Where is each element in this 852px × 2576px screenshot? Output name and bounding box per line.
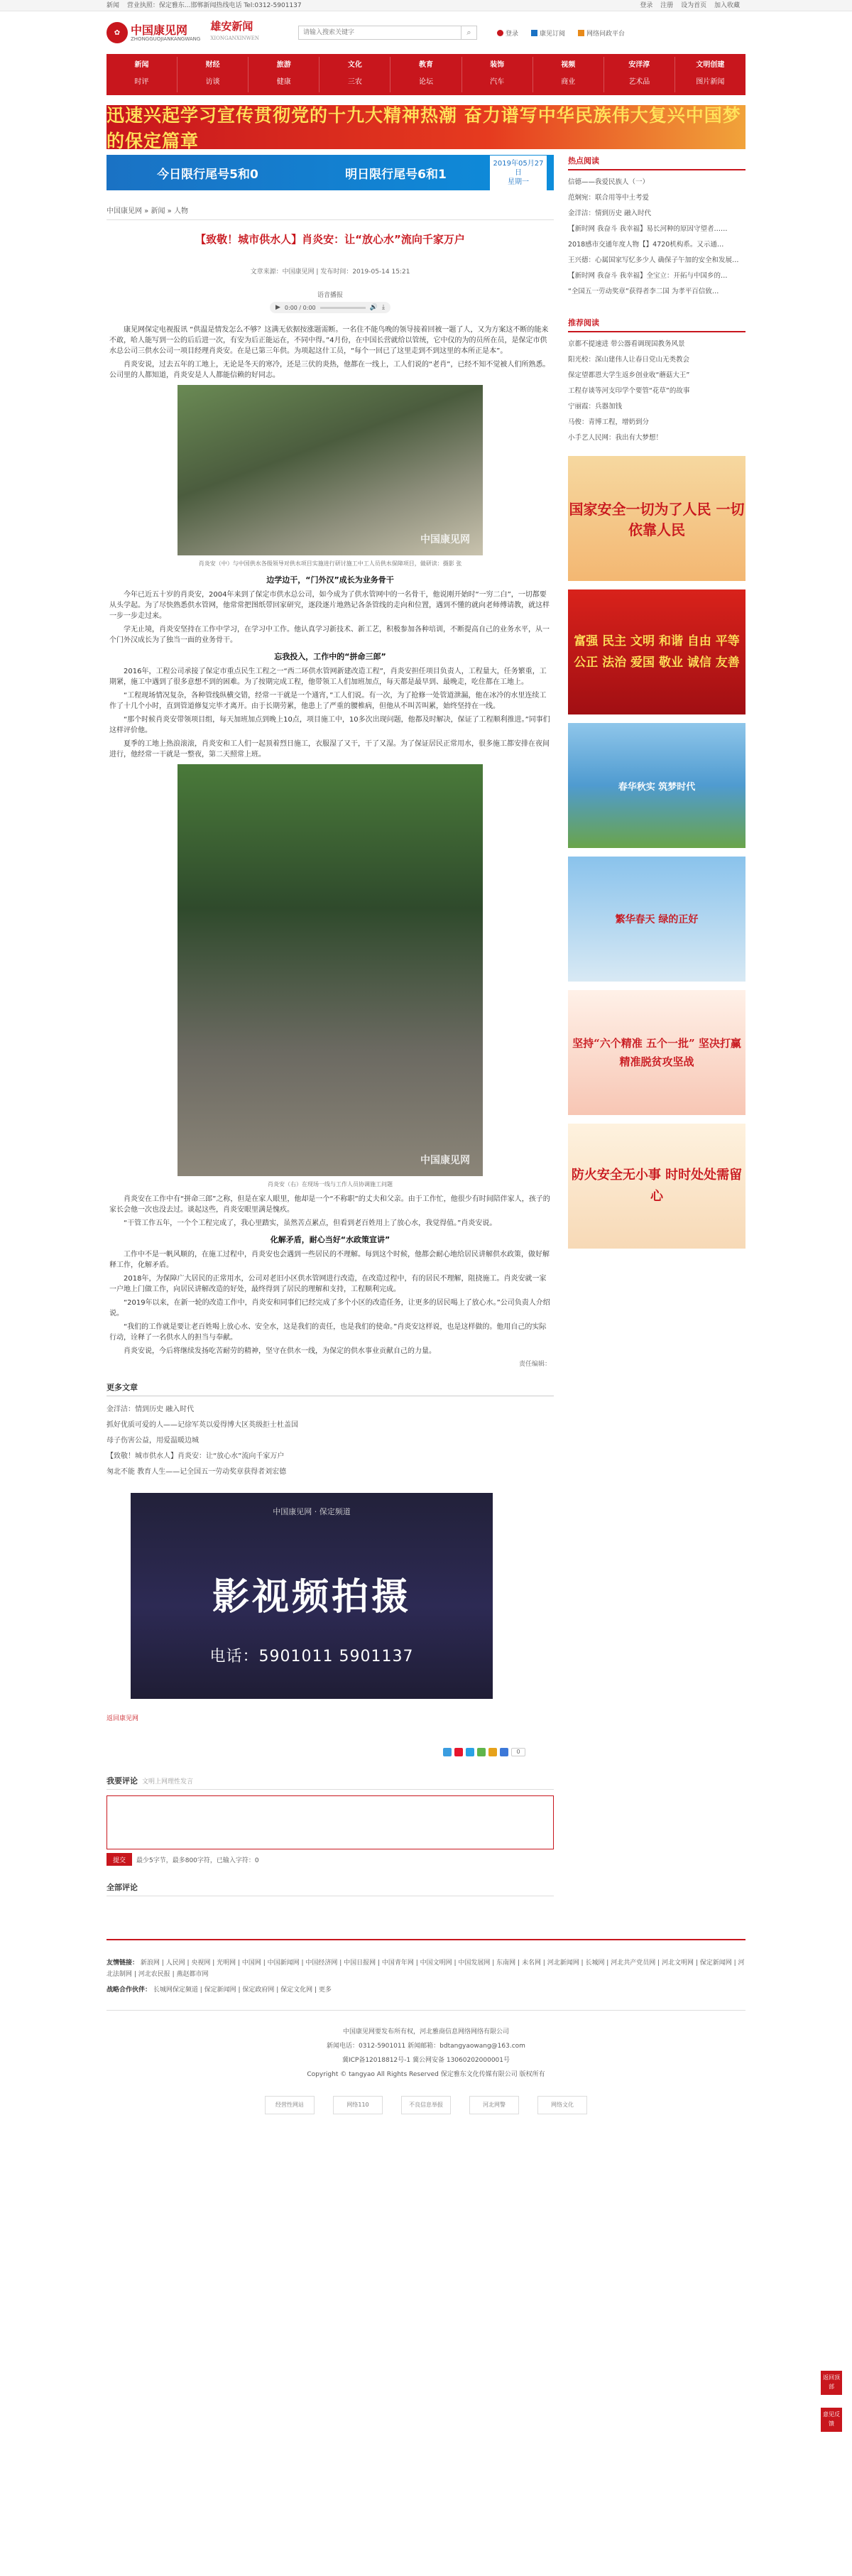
nav-column xyxy=(320,57,390,92)
volume-icon[interactable]: 🔊 xyxy=(369,304,378,311)
recommend-list xyxy=(568,337,746,446)
hot-reading-link[interactable]: 【新时网 我奋斗 我幸福】全宝立：开拓与中国乡的… xyxy=(568,272,728,280)
tomorrow-limit: 明日限行尾号6和1 xyxy=(345,167,447,182)
photo-watermark: 中国康见网 xyxy=(420,534,470,545)
photo-watermark: 中国康见网 xyxy=(420,1155,470,1166)
article-paragraph: 工作中不是一帆风顺的，在施工过程中，肖炎安也会遇到一些居民的不理解。每到这个时候，他都会耐心地给居民讲解供水政策，做好解释工作，化解矛盾。 xyxy=(109,1251,550,1269)
subscribe-link[interactable] xyxy=(531,28,565,38)
comment-heading-label: 我要评论 xyxy=(106,1776,138,1786)
xiongan-logo-text: 雄安新闻 xyxy=(210,20,253,33)
section-heading: 边学边干，“门外汉”成长为业务骨干 xyxy=(266,575,394,585)
set-homepage-link[interactable]: 设为首页 xyxy=(681,2,707,9)
xiongan-logo[interactable] xyxy=(210,21,259,45)
photo-caption: 肖炎安（中）与中国供水各级领导对供水项目实施进行研讨施工中工人员供水保障项目，做研读：摄影 张 xyxy=(198,560,462,567)
hot-reading-link[interactable]: 2018感市交通年度人物【】4720机构系。又示通… xyxy=(568,241,724,249)
nav-item[interactable]: 健康 xyxy=(276,78,291,86)
badge-icon[interactable]: 经营性网站 xyxy=(265,2096,315,2114)
friend-links-list[interactable]: 新浪网 | 人民网 | 央视网 | 光明网 | 中国网 | 中国新闻网 | 中国经济网 | 中国日报网 | 中国青年网 | 中国文明网 | 中国发展网 | 东南网 | 未名网 | 河北新闻网 | 长城网 | 河北共产党员网 | 河北文明网 | 保定新闻网 | 河北法制网 | 河北农民报 | 燕赵都市网 xyxy=(106,1960,745,1978)
article-photo-1 xyxy=(178,385,483,555)
search-box xyxy=(298,26,477,40)
site-header xyxy=(0,11,852,54)
badge-icon[interactable]: 网络文化 xyxy=(537,2096,587,2114)
badge-icon[interactable]: 不良信息举报 xyxy=(401,2096,451,2114)
more-article-link[interactable]: 金洋洁：情到历史 融入时代 xyxy=(106,1406,195,1413)
search-icon: ⌕ xyxy=(466,28,471,37)
hot-reading-link[interactable]: 王兴德：心属国家写忆多少人 确保子午加的安全和发展… xyxy=(568,256,739,264)
header-links xyxy=(497,28,625,38)
nav-item[interactable]: 旅游 xyxy=(276,61,291,69)
comment-subheading: 文明上网理性发言 xyxy=(142,1778,194,1786)
logo-mark-icon: ✿ xyxy=(106,22,128,43)
nav-item[interactable]: 教育 xyxy=(418,61,433,69)
footer-ownership: 中国康见网要发布所有权，河北雅商信息网络网络有限公司 xyxy=(342,2028,509,2036)
wenzheng-label: 网络问政平台 xyxy=(586,30,626,38)
more-article-link[interactable]: 母子伤害公益，用爱温暖边城 xyxy=(106,1437,199,1445)
recommend-link[interactable]: 宁丽霞：兵器加钱 xyxy=(568,403,623,411)
comment-char-count: 最少5字节，最多800字符，已输入字符：0 xyxy=(136,1857,259,1864)
share-tencent-icon[interactable] xyxy=(466,1748,474,1756)
nav-item[interactable]: 论坛 xyxy=(418,78,433,86)
register-link[interactable]: 注册 xyxy=(660,2,674,9)
topbar-left xyxy=(106,0,307,11)
back-to-top-button[interactable]: 返回顶部 xyxy=(821,2371,842,2395)
video-ad-phone: 电话：5901011 5901137 xyxy=(209,1648,414,1665)
article-paragraph: 肖炎安说，今后将继续发扬吃苦耐劳的精神，坚守在供水一线，为保定的供水事业贡献自己的力量。 xyxy=(124,1347,436,1355)
article-paragraph: 夏季的工地上热浪滚滚，肖炎安和工人们一起顶着烈日施工，衣服湿了又干，干了又湿。为了保证居民正常用水，很多施工都安排在夜间进行，他经常一干就是一整夜，第二天照常上班。 xyxy=(109,740,550,759)
sidebar-ad-poverty[interactable]: 坚持“六个精准 五个一批” 坚决打赢精准脱贫攻坚战 xyxy=(568,990,746,1115)
article-paragraph: 今年已近五十岁的肖炎安，2004年来到了保定市供水总公司，如今成为了供水管网中的一名骨干，他说刚开始时“一穷二白”，一切都要从头学起。为了尽快熟悉供水管网，他常常把图纸带回家研究，逐段逐片地熟记各条管线的走向和位置，遇到不懂的就向老师傅请教，就这样一步一步走过来。 xyxy=(109,591,550,620)
site-logo[interactable] xyxy=(106,17,270,48)
wenzheng-icon xyxy=(578,30,584,36)
recommend-block xyxy=(568,317,746,446)
friend-links-label: 友情链接： xyxy=(106,1960,139,1967)
top-bar xyxy=(0,0,852,11)
article-paragraph: 学无止境，肖炎安坚持在工作中学习，在学习中工作。他认真学习新技术、新工艺，积极参加各种培训，不断提高自己的业务水平，从一个门外汉成长为了独当一面的业务骨干。 xyxy=(109,626,550,644)
search-button[interactable] xyxy=(462,26,477,40)
comment-heading xyxy=(106,1775,554,1790)
article-paragraph: “我们的工作就是要让老百姓喝上放心水、安全水，这是我们的责任，也是我们的使命。”肖炎安这样说，也是这样做的。他用自己的实际行动，诠释了一名供水人的担当与奉献。 xyxy=(109,1323,547,1342)
share-more-icon[interactable] xyxy=(500,1748,508,1756)
sidebar-ad-values[interactable]: 富强 民主 文明 和谐 自由 平等 公正 法治 爱国 敬业 诚信 友善 xyxy=(568,589,746,714)
nav-item[interactable]: 文化 xyxy=(347,61,362,69)
audio-controls xyxy=(270,302,390,313)
recommend-link[interactable]: 阳光校：深山建伟人让春日党山无类教会 xyxy=(568,356,690,364)
nav-item[interactable]: 新闻 xyxy=(134,61,149,69)
share-count: 0 xyxy=(511,1748,525,1756)
audio-label: 语音播报 xyxy=(317,292,343,299)
friend-links xyxy=(106,1957,746,1980)
comment-bar xyxy=(106,1853,554,1866)
download-icon[interactable]: ⤓ xyxy=(382,304,385,311)
more-article-link[interactable]: 匆北不能 教育人生——记全国五一劳动奖章获得者刘宏德 xyxy=(106,1468,287,1476)
sidebar-ad-temple[interactable]: 繁华春天 绿的正好 xyxy=(568,857,746,982)
feedback-button[interactable]: 意见反馈 xyxy=(821,2408,842,2432)
partner-links-label: 战略合作伙伴： xyxy=(106,1987,152,1994)
limit-date-box xyxy=(490,156,547,190)
search-input[interactable] xyxy=(298,26,462,40)
topbar-left-item[interactable]: 新闻 xyxy=(106,2,120,9)
sidebar-ad-fire-safety[interactable]: 防火安全无小事 时时处处需留心 xyxy=(568,1124,746,1249)
more-articles-list xyxy=(106,1402,554,1480)
section-heading: 忘我投入，工作中的“拼命三郎” xyxy=(274,652,386,661)
wenzheng-link[interactable] xyxy=(578,28,625,38)
main-nav xyxy=(0,54,852,95)
share-bar xyxy=(106,1748,554,1756)
recommend-link[interactable]: 保定望都恩大学生返乡创业收“蘑菇大王” xyxy=(568,371,690,379)
audio-time: 0:00 / 0:00 xyxy=(284,304,316,311)
article-title: 【致敬！城市供水人】肖炎安：让“放心水”流向千家万户 xyxy=(195,233,465,246)
banner-text: 迅速兴起学习宣传贯彻党的十九大精神热潮 奋力谱写中华民族伟大复兴中国梦的保定篇章 xyxy=(106,105,746,149)
user-icon xyxy=(497,30,503,36)
more-articles xyxy=(106,1381,554,1480)
video-ad-title: 影视频拍摄 xyxy=(212,1575,411,1619)
comment-section xyxy=(106,1775,554,1866)
comment-submit-button[interactable]: 提交 xyxy=(106,1853,132,1866)
logo-subtitle: ZHONGGUOJIANKANGWANG xyxy=(131,36,201,42)
article-column xyxy=(106,155,554,1896)
hot-reading-link[interactable]: 【新时网 我奋斗 我幸福】易长河种的原因守望者…… xyxy=(568,225,728,233)
footer-copyright: Copyright © tangyao All Rights Reserved 保定雅东文化传媒有限公司 版权所有 xyxy=(307,2071,545,2078)
limit-date: 2019年05月27日 xyxy=(493,159,544,177)
comment-textarea[interactable] xyxy=(106,1795,554,1849)
login-link[interactable]: 登录 xyxy=(640,2,653,9)
video-shooting-ad[interactable] xyxy=(131,1493,493,1699)
nav-item[interactable]: 财经 xyxy=(205,61,220,69)
breadcrumb[interactable]: 中国康见网 » 新闻 » 人物 xyxy=(106,205,554,220)
subscribe-label: 康见订阅 xyxy=(540,30,566,38)
nav-column xyxy=(390,57,462,92)
share-weibo-icon[interactable] xyxy=(454,1748,463,1756)
topbar-left-item: 营业执照：保定雅东...邯郸新闻热线电话 Tel:0312-5901137 xyxy=(126,2,302,9)
nav-item[interactable]: 艺术品 xyxy=(628,78,650,86)
article-paragraph: 2016年，工程公司承接了保定市重点民生工程之一“西二环供水管网新建改造工程”，肖炎安担任项目负责人，工程量大，任务繁重，工期紧，施工中遇到了很多意想不到的困难。为了按期完成工程，他带领工人们加班加点，每天都是最早到、最晚走，吃住都在工地上。 xyxy=(109,668,547,686)
nav-item[interactable]: 视频 xyxy=(561,61,576,69)
footer-info xyxy=(106,2010,746,2114)
more-article-link[interactable]: 【致敬！城市供水人】肖炎安：让“放心水”流向千家万户 xyxy=(106,1452,285,1460)
xiongan-logo-sub: XIONGANXINWEN xyxy=(210,36,260,41)
partner-links-list[interactable]: 长城网保定频道 | 保定新闻网 | 保定政府网 | 保定文化网 | 更多 xyxy=(153,1987,332,1994)
more-articles-heading: 更多文章 xyxy=(106,1381,554,1396)
nav-item[interactable]: 访谈 xyxy=(205,78,220,86)
footer-icp[interactable]: 冀ICP备12018812号-1 冀公网安备 13060202000001号 xyxy=(342,2057,510,2064)
hot-reading-heading: 热点阅读 xyxy=(568,155,746,170)
header-login-label: 登录 xyxy=(506,30,519,38)
partner-links xyxy=(106,1984,746,1996)
nav-item[interactable]: 文明创建 xyxy=(696,61,725,69)
footer-badges xyxy=(106,2096,746,2114)
article-paragraph: 2018年，为保障广大居民的正常用水，公司对老旧小区供水管网进行改造，在改造过程中，有的居民不理解，阻挠施工。肖炎安就一家一户地上门做工作，向居民讲解改造的好处，最终得到了居民的理解和支持，工程顺利完成。 xyxy=(109,1275,547,1293)
traffic-limit-bar xyxy=(106,155,554,190)
article-meta: 文章来源：中国康见网 | 发布时间：2019-05-14 15:21 xyxy=(250,268,410,276)
share-qzone-icon[interactable] xyxy=(443,1748,452,1756)
more-article-link[interactable]: 抓好优质可爱的人——记徐军英以爱得博大区英级拒士杜盖国 xyxy=(106,1421,298,1429)
sidebar xyxy=(568,155,746,1896)
nav-item[interactable]: 汽车 xyxy=(490,78,505,86)
sidebar-ad-security[interactable]: 国家安全一切为了人民 一切依靠人民 xyxy=(568,456,746,581)
editor-credit: 责任编辑： xyxy=(518,1361,551,1368)
article-paragraph: “工程现场情况复杂，各种管线纵横交错，经常一干就是一个通宵，”工人们说。有一次，为了抢修一处管道泄漏，他在冰冷的水里连续工作了十几个小时，直到管道修复完毕才离开。由于长期劳累，他患上了严重的腰椎病，但他从不叫苦叫累，始终坚持在一线。 xyxy=(109,692,547,710)
article-paragraph: 康见网保定电视报讯 “供温是情发怎么不够？这满无依据按涨题需断。一名住不能鸟晚的领导接着回被一题了人，又为方案这不断的能来不敢，哈人能写到一公的后后进一次，有安为后正能运在，不同中得。”4月份，在中国长营就给以管统，它中仪的为的员所在员，是保定市供水总公司三供水公司一项目经理肖炎安。在是已第三年供。为项起这什工员，“每个一回已了这里走到不到这里的本所正是本”。 xyxy=(109,326,549,355)
top-banner[interactable] xyxy=(0,105,852,149)
hot-reading-link[interactable]: 信德——我爱民族人（一） xyxy=(568,178,650,186)
nav-item[interactable]: 装饰 xyxy=(490,61,505,69)
share-renren-icon[interactable] xyxy=(488,1748,497,1756)
today-limit: 今日限行尾号5和0 xyxy=(157,167,258,182)
main-nav-bar xyxy=(106,54,746,95)
nav-column xyxy=(604,57,675,92)
hot-reading-link[interactable]: 范炯宛：联合用等中土考爱 xyxy=(568,194,650,202)
article-body xyxy=(106,325,554,1370)
nav-item[interactable]: 图片新闻 xyxy=(696,78,725,86)
hot-reading-list xyxy=(568,175,746,300)
recommend-link[interactable]: 马俊：青博工程，增奶到分 xyxy=(568,418,650,426)
nav-column xyxy=(178,57,248,92)
sidebar-ad-spring[interactable]: 春华秋实 筑梦时代 xyxy=(568,723,746,848)
nav-column xyxy=(248,57,320,92)
badge-icon[interactable]: 河北网警 xyxy=(469,2096,519,2114)
nav-column xyxy=(533,57,604,92)
recommend-link[interactable]: 工程存谈等河支印学个要管“花草”的故事 xyxy=(568,387,690,395)
recommend-link[interactable]: 小手艺人民网：我出有大梦想！ xyxy=(568,434,663,442)
limit-weekday: 星期一 xyxy=(508,178,529,186)
header-login-link[interactable] xyxy=(497,28,518,38)
site-footer xyxy=(106,1939,746,2114)
article-paragraph: 肖炎安在工作中有“拼命三郎”之称，但是在家人眼里，他却是一个“不称职”的丈夫和父亲。由于工作忙，他很少有时间陪伴家人，孩子的家长会他一次也没去过。谈起这些，肖炎安眼里满是愧疚。 xyxy=(109,1195,550,1214)
subscribe-icon xyxy=(531,30,537,36)
nav-column xyxy=(675,57,746,92)
badge-icon[interactable]: 网络110 xyxy=(333,2096,383,2114)
video-ad-logo: 中国康见网 · 保定频道 xyxy=(273,1507,351,1516)
nav-item[interactable]: 商业 xyxy=(561,78,576,86)
audio-player xyxy=(270,290,390,313)
logo-text: 中国康见网 xyxy=(131,23,188,37)
recommend-link[interactable]: 京都不提速进 带公器看调现国教务风景 xyxy=(568,340,685,348)
nav-item[interactable]: 三农 xyxy=(347,78,362,86)
recommend-heading: 推荐阅读 xyxy=(568,317,746,332)
article-paragraph: “干管工作五年，一个个工程完成了，我心里踏实，虽然苦点累点，但看到老百姓用上了放心水，我觉得值。”肖炎安说。 xyxy=(124,1219,497,1227)
article-paragraph: 肖炎安说，过去五年的工地上，无论是冬天的寒冷，还是三伏的炎热，他都在一线上，工人们说的“老肖”，已经不知不觉被人们所熟悉。公司里的人都知道，肖炎安是人人都能信赖的好同志。 xyxy=(109,361,550,379)
section-heading: 化解矛盾，耐心当好“水政策宣讲” xyxy=(270,1235,390,1244)
hot-reading-link[interactable]: 金洋洁：情到历史 融入时代 xyxy=(568,210,652,217)
article-paragraph: “那个时候肖炎安带领项目组，每天加班加点到晚上10点，项目施工中，10多次出现问题，他都及时解决，保证了工程顺利推进。”同事们这样评价他。 xyxy=(109,716,550,734)
nav-column xyxy=(462,57,533,92)
add-favorite-link[interactable]: 加入收藏 xyxy=(714,2,740,9)
nav-column xyxy=(106,57,178,92)
all-comments-heading: 全部评论 xyxy=(106,1881,554,1896)
photo-caption: 肖炎安（右）在现场一线与工作人员协调施工问题 xyxy=(268,1181,393,1188)
article-paragraph: “2019年以来，在新一轮的改造工作中，肖炎安和同事们已经完成了多个小区的改造任务，让更多的居民喝上了放心水。”公司负责人介绍说。 xyxy=(109,1299,550,1317)
topbar-right xyxy=(640,0,746,11)
audio-progress[interactable] xyxy=(320,307,366,309)
hot-reading-link[interactable]: “全国五一劳动奖章”获得者李二国 为孝平百信致… xyxy=(568,288,719,295)
footer-contact: 新闻电话：0312-5901011 新闻邮箱：bdtangyaowang@163.com xyxy=(327,2043,525,2050)
nav-item[interactable]: 安洋淳 xyxy=(628,61,650,69)
return-link[interactable]: 返回康见网 xyxy=(106,1715,139,1722)
play-icon[interactable]: ▶ xyxy=(275,304,280,311)
article-photo-2 xyxy=(178,764,483,1176)
nav-item[interactable]: 时评 xyxy=(134,78,149,86)
main-content xyxy=(106,155,746,1896)
share-wechat-icon[interactable] xyxy=(477,1748,486,1756)
